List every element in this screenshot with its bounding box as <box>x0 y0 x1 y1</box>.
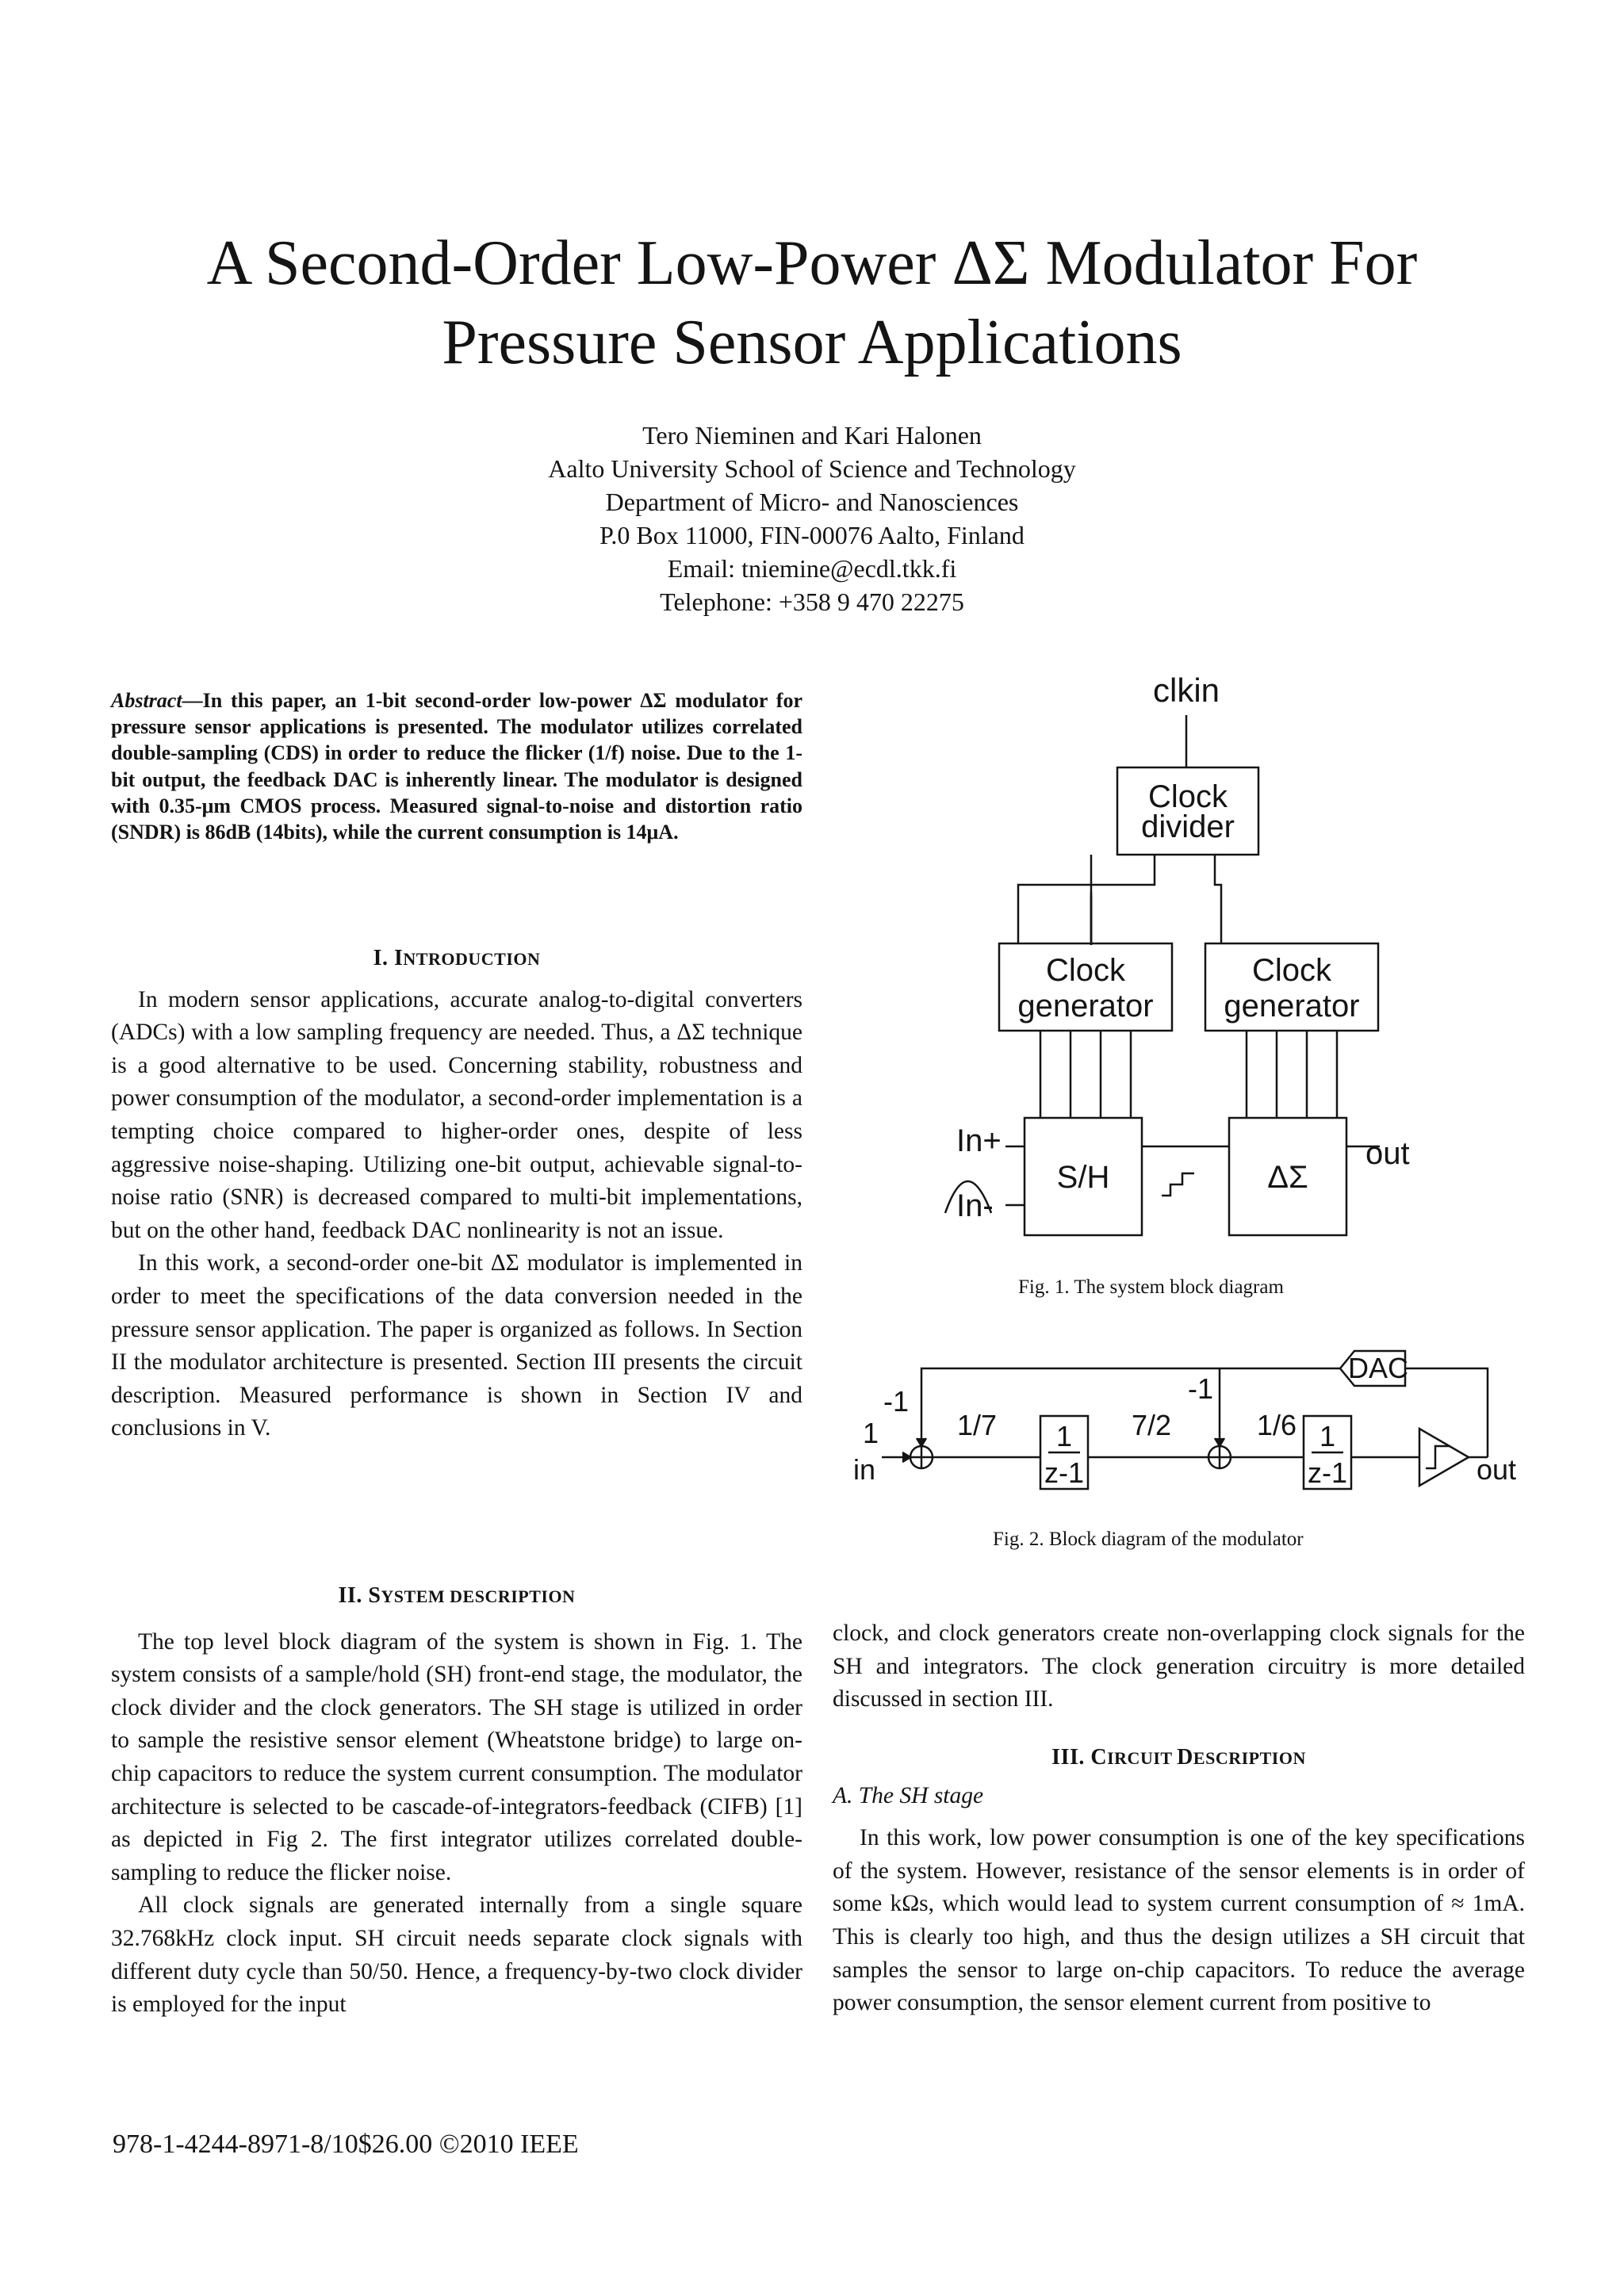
section-introduction <box>111 942 802 1445</box>
system-paragraph-1: The top level block diagram of the system is shown in Fig. 1. The system consists of a sample/hold (SH) front-end stage, the modulator, the clock divider and the clock generators. The SH stage is utilized in order to sample the resistive sensor element (Wheatstone bridge) to large on-chip capacitors to reduce the system current consumption. The modulator architecture is selected to be cascade-of-integrators-feedback (CIFB) [1] as depicted in Fig 2. The first integrator utilizes correlated double-sampling to reduce the flicker noise. <box>111 1628 802 1885</box>
fig1-gen-left-label-2: generator <box>1017 989 1154 1024</box>
fig2-neg1-label: -1 <box>883 1385 910 1418</box>
fig2-int2-num: 1 <box>1319 1420 1336 1452</box>
fig1-gen-left-label-1: Clock <box>1045 953 1126 988</box>
fig2-caption: Fig. 2. Block diagram of the modulator <box>993 1529 1304 1550</box>
title-line-1: A Second-Order Low-Power ΔΣ Modulator For <box>206 228 1418 298</box>
abstract-text: —In this paper, an 1-bit second-order low-power ΔΣ modulator for pressure sensor applications is presented. The modulator utilizes correlated double-sampling (CDS) in order to reduce the flicker (1/f) noise. Due to the 1-bit output, the feedback DAC is inherently linear. The modulator is designed with 0.35-μm CMOS process. Measured signal-to-noise and distortion ratio (SNDR) is 86dB (14bits), while the current consumption is 14μA. <box>111 689 802 844</box>
fig2-int1-den: z-1 <box>1044 1456 1085 1489</box>
fig1-sh-label: S/H <box>1056 1160 1110 1195</box>
intro-paragraph-1: In modern sensor applications, accurate analog-to-digital converters (ADCs) with a low sampling frequency are needed. Thus, a ΔΣ technique is a good alternative to be used. Concerning stability, robustness and power consumption of the modulator, a second-order implementation is a tempting choice compared to higher-order ones, despite of less aggressive noise-shaping. Utilizing one-bit output, achievable signal-to-noise ratio (SNR) is decreased compared to multi-bit implementations, but on the other hand, feedback DAC nonlinearity is not an issue. <box>111 986 802 1243</box>
section-heading-introduction: I. INTRODUCTION <box>373 946 541 970</box>
section-system-continued <box>833 1617 1525 1716</box>
abstract <box>111 687 802 845</box>
section-circuit-description <box>833 1741 1525 2020</box>
fig2-dac-label: DAC <box>1347 1352 1409 1384</box>
author-email: Email: tniemine@ecdl.tkk.fi <box>667 554 957 583</box>
author-block <box>0 419 1624 618</box>
intro-paragraph-2: In this work, a second-order one-bit ΔΣ modulator is implemented in order to meet the specifications of the data conversion needed in the pressure sensor application. The paper is organized as follows. In Section II the modulator architecture is presented. Section III presents the circuit description. Measured performance is shown in Section IV and conclusions in V. <box>111 1250 802 1441</box>
fig2-gain-3-label: 1/6 <box>1256 1409 1297 1441</box>
fig1-caption: Fig. 1. The system block diagram <box>1018 1276 1284 1298</box>
author-address: P.0 Box 11000, FIN-00076 Aalto, Finland <box>599 521 1025 549</box>
author-department: Department of Micro- and Nanosciences <box>605 488 1019 516</box>
system-paragraph-2: All clock signals are generated internally from a single square 32.768kHz clock input. SH circuit needs separate clock signals with different duty cycle than 50/50. Hence, a frequency-by-two clock divider is employed for the input <box>111 1892 802 2018</box>
author-names: Tero Nieminen and Kari Halonen <box>642 421 982 450</box>
quantizer-step-icon <box>1426 1446 1450 1468</box>
title-line-2: Pressure Sensor Applications <box>442 308 1182 377</box>
fig1-in-plus-label: In+ <box>956 1123 1002 1158</box>
fig1-gen-right-label-2: generator <box>1224 989 1360 1024</box>
abstract-label: Abstract <box>111 689 182 712</box>
fig1-in-minus-label: In- <box>956 1188 994 1223</box>
fig2-in-label: in <box>853 1453 876 1486</box>
section-system-description <box>111 1579 802 2022</box>
circuit-paragraph-1: In this work, low power consumption is one of the key specifications of the system. However, resistance of the sensor elements is in order of some kΩs, which would lead to system current consumption of ≈ 1mA. This is clearly too high, and thus the design utilizes a SH circuit that samples the sensor to large on-chip capacitors. To reduce the average power consumption, the sensor element current from positive to <box>833 1825 1525 2016</box>
fig2-neg2-label: -1 <box>1187 1372 1214 1405</box>
fig1-divider-label-2: divider <box>1141 809 1235 844</box>
quantizer-comparator <box>1419 1429 1469 1486</box>
fig2-gain-1-label: 1/7 <box>956 1409 998 1441</box>
fig1-divider-label-1: Clock <box>1147 779 1228 814</box>
fig2-int1-num: 1 <box>1055 1420 1073 1452</box>
system-paragraph-2-continued: clock, and clock generators create non-overlapping clock signals for the SH and integrators. The clock generation circuitry is more detailed discussed in section III. <box>833 1621 1525 1712</box>
fig2-modulator-block-diagram <box>834 1332 1532 1490</box>
fig2-int2-den: z-1 <box>1307 1456 1348 1489</box>
fig2-gain-2-label: 7/2 <box>1131 1409 1172 1441</box>
copyright-footer: 978-1-4244-8971-8/10$26.00 ©2010 IEEE <box>113 2130 579 2159</box>
author-telephone: Telephone: +358 9 470 22275 <box>660 587 964 616</box>
subsection-heading-sh-stage: A. The SH stage <box>833 1782 984 1808</box>
section-heading-circuit: III. CIRCUIT DESCRIPTION <box>1051 1745 1306 1770</box>
section-heading-system: II. SYSTEM DESCRIPTION <box>338 1583 576 1608</box>
fig2-out-label: out <box>1477 1453 1517 1486</box>
fig1-out-label: out <box>1365 1136 1410 1171</box>
author-affiliation: Aalto University School of Science and Technology <box>548 454 1076 483</box>
fig1-ds-label: ΔΣ <box>1267 1160 1308 1195</box>
fig1-clkin-label: clkin <box>1152 672 1220 709</box>
paper-title <box>0 224 1624 382</box>
staircase-signal-icon <box>1162 1173 1194 1196</box>
fig2-one-label: 1 <box>862 1417 879 1449</box>
fig1-gen-right-label-1: Clock <box>1251 953 1332 988</box>
fig1-system-block-diagram <box>936 666 1411 1253</box>
